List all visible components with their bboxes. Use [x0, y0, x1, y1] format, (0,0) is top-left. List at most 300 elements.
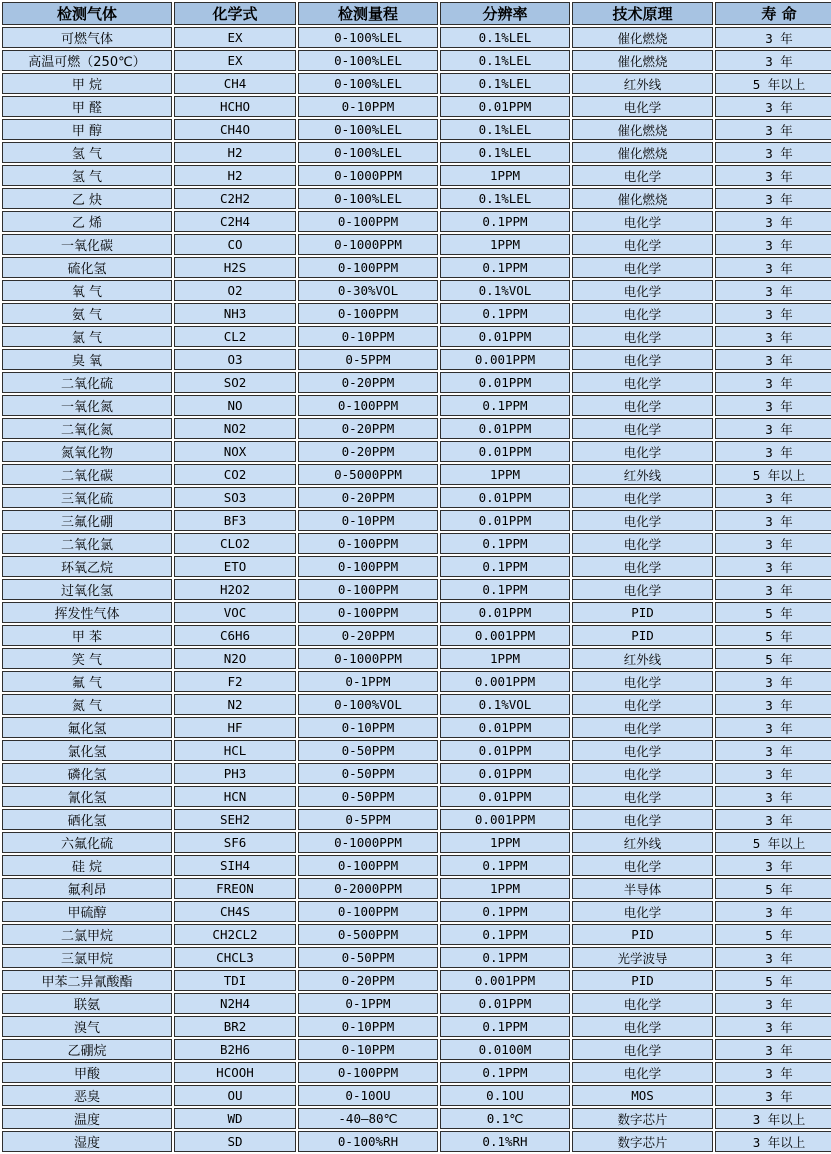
table-cell: 0-100PPM [298, 395, 438, 416]
table-cell: 3 年 [715, 556, 831, 577]
table-row [2, 648, 831, 669]
gas-name-cell: 三氟化硼 [2, 510, 172, 531]
table-cell: 5 年以上 [715, 464, 831, 485]
table-row [2, 96, 831, 117]
table-cell: 0.01PPM [440, 602, 570, 623]
gas-name-cell: 臭 氧 [2, 349, 172, 370]
table-cell: 数字芯片 [572, 1108, 713, 1129]
table-cell: HCOOH [174, 1062, 296, 1083]
table-cell: 3 年 [715, 671, 831, 692]
table-cell: 0.01PPM [440, 418, 570, 439]
table-cell: 电化学 [572, 510, 713, 531]
table-cell: C2H2 [174, 188, 296, 209]
table-cell: CH4S [174, 901, 296, 922]
table-cell: 0.01PPM [440, 763, 570, 784]
column-header-4: 分辨率 [440, 2, 570, 25]
gas-name-cell: 一氧化氮 [2, 395, 172, 416]
column-header-5: 技术原理 [572, 2, 713, 25]
table-row [2, 970, 831, 991]
table-row [2, 855, 831, 876]
table-row [2, 1085, 831, 1106]
table-cell: 0-20PPM [298, 970, 438, 991]
table-cell: 3 年 [715, 510, 831, 531]
table-cell: 催化燃烧 [572, 188, 713, 209]
table-cell: HCN [174, 786, 296, 807]
table-cell: 0.1PPM [440, 901, 570, 922]
table-cell: PID [572, 602, 713, 623]
table-cell: 3 年 [715, 1062, 831, 1083]
table-cell: 0.1PPM [440, 556, 570, 577]
table-cell: 3 年 [715, 280, 831, 301]
gas-name-cell: 氮 气 [2, 694, 172, 715]
table-cell: 0.1%LEL [440, 27, 570, 48]
table-cell: HCHO [174, 96, 296, 117]
table-cell: 电化学 [572, 763, 713, 784]
table-row [2, 924, 831, 945]
table-cell: 0-50PPM [298, 740, 438, 761]
table-cell: 0.01PPM [440, 96, 570, 117]
table-cell: 5 年 [715, 970, 831, 991]
table-cell: 0-1PPM [298, 993, 438, 1014]
table-row [2, 1016, 831, 1037]
table-cell: -40—80℃ [298, 1108, 438, 1129]
table-cell: 3 年以上 [715, 1131, 831, 1152]
table-cell: 0-1000PPM [298, 165, 438, 186]
table-cell: 0-1000PPM [298, 832, 438, 853]
table-cell: 0.01PPM [440, 993, 570, 1014]
table-cell: CO2 [174, 464, 296, 485]
table-cell: 催化燃烧 [572, 142, 713, 163]
table-cell: NO [174, 395, 296, 416]
table-row [2, 349, 831, 370]
gas-name-cell: 六氟化硫 [2, 832, 172, 853]
gas-name-cell: 甲苯二异氰酸酯 [2, 970, 172, 991]
table-cell: 电化学 [572, 855, 713, 876]
table-cell: CH4O [174, 119, 296, 140]
gas-name-cell: 甲 苯 [2, 625, 172, 646]
table-cell: PID [572, 625, 713, 646]
table-cell: 0-100PPM [298, 533, 438, 554]
table-cell: 0.1%LEL [440, 119, 570, 140]
table-cell: H2O2 [174, 579, 296, 600]
table-cell: 0.1OU [440, 1085, 570, 1106]
table-cell: 半导体 [572, 878, 713, 899]
table-cell: 0-10PPM [298, 717, 438, 738]
table-cell: 电化学 [572, 234, 713, 255]
column-header-6: 寿 命 [715, 2, 831, 25]
table-cell: 0-100PPM [298, 211, 438, 232]
table-cell: 3 年 [715, 326, 831, 347]
table-row [2, 510, 831, 531]
table-cell: 0.1PPM [440, 1016, 570, 1037]
table-cell: 0-20PPM [298, 487, 438, 508]
gas-name-cell: 环氧乙烷 [2, 556, 172, 577]
table-cell: B2H6 [174, 1039, 296, 1060]
table-cell: 电化学 [572, 165, 713, 186]
table-cell: C2H4 [174, 211, 296, 232]
gas-name-cell: 温度 [2, 1108, 172, 1129]
table-cell: 0.1PPM [440, 924, 570, 945]
table-cell: TDI [174, 970, 296, 991]
table-cell: 5 年 [715, 602, 831, 623]
table-cell: 0-100PPM [298, 855, 438, 876]
table-row [2, 234, 831, 255]
table-cell: 1PPM [440, 832, 570, 853]
table-cell: 0-30%VOL [298, 280, 438, 301]
table-cell: 电化学 [572, 533, 713, 554]
table-cell: 0-10PPM [298, 96, 438, 117]
table-cell: 0.1PPM [440, 257, 570, 278]
header-row [2, 2, 831, 25]
table-cell: 电化学 [572, 671, 713, 692]
table-row [2, 694, 831, 715]
table-row [2, 326, 831, 347]
gas-name-cell: 过氧化氢 [2, 579, 172, 600]
gas-name-cell: 甲 醇 [2, 119, 172, 140]
gas-name-cell: 甲硫醇 [2, 901, 172, 922]
table-cell: 光学波导 [572, 947, 713, 968]
table-cell: 电化学 [572, 993, 713, 1014]
table-cell: 0-100PPM [298, 901, 438, 922]
column-header-2: 化学式 [174, 2, 296, 25]
gas-name-cell: 笑 气 [2, 648, 172, 669]
table-row [2, 211, 831, 232]
table-cell: 数字芯片 [572, 1131, 713, 1152]
table-row [2, 464, 831, 485]
table-cell: 0.1PPM [440, 303, 570, 324]
table-cell: 3 年 [715, 809, 831, 830]
gas-name-cell: 磷化氢 [2, 763, 172, 784]
table-cell: 催化燃烧 [572, 119, 713, 140]
table-cell: SEH2 [174, 809, 296, 830]
table-cell: 0.1%VOL [440, 694, 570, 715]
table-cell: 5 年以上 [715, 73, 831, 94]
table-cell: 0.1℃ [440, 1108, 570, 1129]
table-body [2, 27, 831, 1152]
table-row [2, 1039, 831, 1060]
table-row [2, 280, 831, 301]
table-cell: 5 年 [715, 625, 831, 646]
table-cell: 0.01PPM [440, 786, 570, 807]
table-cell: 0-10OU [298, 1085, 438, 1106]
table-row [2, 165, 831, 186]
gas-name-cell: 甲 醛 [2, 96, 172, 117]
table-row [2, 1108, 831, 1129]
table-cell: VOC [174, 602, 296, 623]
gas-name-cell: 可燃气体 [2, 27, 172, 48]
table-cell: 0.001PPM [440, 970, 570, 991]
gas-name-cell: 乙 烯 [2, 211, 172, 232]
table-row [2, 878, 831, 899]
table-cell: 0-5000PPM [298, 464, 438, 485]
gas-name-cell: 二氧化碳 [2, 464, 172, 485]
table-cell: 3 年 [715, 533, 831, 554]
table-cell: 电化学 [572, 349, 713, 370]
table-cell: 3 年 [715, 855, 831, 876]
table-row [2, 188, 831, 209]
table-row [2, 579, 831, 600]
table-row [2, 901, 831, 922]
table-cell: 0-20PPM [298, 625, 438, 646]
table-row [2, 602, 831, 623]
table-cell: 3 年 [715, 165, 831, 186]
table-cell: 电化学 [572, 1062, 713, 1083]
gas-name-cell: 二氯甲烷 [2, 924, 172, 945]
table-cell: PID [572, 970, 713, 991]
table-cell: 3 年 [715, 717, 831, 738]
table-row [2, 809, 831, 830]
table-cell: 电化学 [572, 809, 713, 830]
table-cell: 0.1PPM [440, 533, 570, 554]
table-cell: 0-100%LEL [298, 50, 438, 71]
table-cell: 0-100%VOL [298, 694, 438, 715]
table-cell: CL2 [174, 326, 296, 347]
table-cell: 0-100%LEL [298, 27, 438, 48]
table-cell: 5 年以上 [715, 832, 831, 853]
table-row [2, 418, 831, 439]
gas-name-cell: 氢 气 [2, 142, 172, 163]
table-cell: CH4 [174, 73, 296, 94]
table-cell: 3 年 [715, 372, 831, 393]
table-cell: 电化学 [572, 694, 713, 715]
table-row [2, 763, 831, 784]
table-cell: NH3 [174, 303, 296, 324]
table-cell: C6H6 [174, 625, 296, 646]
table-cell: 0.1%RH [440, 1131, 570, 1152]
table-cell: 5 年 [715, 878, 831, 899]
table-row [2, 142, 831, 163]
gas-name-cell: 氨 气 [2, 303, 172, 324]
table-cell: 0-10PPM [298, 1039, 438, 1060]
table-cell: 0-10PPM [298, 510, 438, 531]
table-cell: 0-1000PPM [298, 648, 438, 669]
table-row [2, 556, 831, 577]
table-cell: 0.01PPM [440, 441, 570, 462]
table-cell: NOX [174, 441, 296, 462]
table-cell: 0-10PPM [298, 326, 438, 347]
table-cell: BF3 [174, 510, 296, 531]
table-row [2, 832, 831, 853]
gas-name-cell: 挥发性气体 [2, 602, 172, 623]
gas-name-cell: 联氨 [2, 993, 172, 1014]
table-cell: 0-1PPM [298, 671, 438, 692]
table-cell: 3 年 [715, 947, 831, 968]
table-cell: 电化学 [572, 579, 713, 600]
table-cell: PH3 [174, 763, 296, 784]
table-cell: 红外线 [572, 832, 713, 853]
table-row [2, 50, 831, 71]
table-cell: 3 年 [715, 1085, 831, 1106]
table-row [2, 625, 831, 646]
table-row [2, 303, 831, 324]
table-cell: 电化学 [572, 901, 713, 922]
table-cell: 0-100%RH [298, 1131, 438, 1152]
table-cell: 电化学 [572, 1016, 713, 1037]
table-cell: 0-2000PPM [298, 878, 438, 899]
table-row [2, 73, 831, 94]
table-cell: 3 年 [715, 418, 831, 439]
table-cell: 1PPM [440, 648, 570, 669]
table-cell: 0-100%LEL [298, 119, 438, 140]
gas-name-cell: 二氧化硫 [2, 372, 172, 393]
table-cell: 3 年 [715, 96, 831, 117]
table-cell: HCL [174, 740, 296, 761]
table-cell: CLO2 [174, 533, 296, 554]
table-cell: 0.1%LEL [440, 142, 570, 163]
table-cell: CO [174, 234, 296, 255]
table-cell: 3 年以上 [715, 1108, 831, 1129]
table-cell: 0.001PPM [440, 809, 570, 830]
table-cell: H2 [174, 165, 296, 186]
table-cell: 0-20PPM [298, 418, 438, 439]
gas-name-cell: 三氧化硫 [2, 487, 172, 508]
table-cell: 电化学 [572, 556, 713, 577]
table-cell: 0-100PPM [298, 1062, 438, 1083]
table-cell: N2O [174, 648, 296, 669]
table-cell: 催化燃烧 [572, 50, 713, 71]
gas-name-cell: 甲 烷 [2, 73, 172, 94]
table-cell: 0.01PPM [440, 487, 570, 508]
gas-name-cell: 氧 气 [2, 280, 172, 301]
table-cell: 3 年 [715, 763, 831, 784]
gas-name-cell: 氟 气 [2, 671, 172, 692]
gas-name-cell: 硅 烷 [2, 855, 172, 876]
table-cell: SIH4 [174, 855, 296, 876]
table-cell: 3 年 [715, 142, 831, 163]
table-row [2, 257, 831, 278]
table-cell: 3 年 [715, 740, 831, 761]
table-cell: 3 年 [715, 1016, 831, 1037]
table-cell: 1PPM [440, 464, 570, 485]
table-cell: HF [174, 717, 296, 738]
table-cell: 0.1%LEL [440, 73, 570, 94]
table-cell: 3 年 [715, 993, 831, 1014]
table-cell: 3 年 [715, 50, 831, 71]
table-row [2, 119, 831, 140]
gas-name-cell: 二氧化氯 [2, 533, 172, 554]
table-cell: 0-5PPM [298, 809, 438, 830]
table-cell: 0.1PPM [440, 395, 570, 416]
table-cell: 3 年 [715, 257, 831, 278]
table-cell: 3 年 [715, 441, 831, 462]
table-row [2, 395, 831, 416]
table-cell: 0-10PPM [298, 1016, 438, 1037]
table-cell: 0.01PPM [440, 717, 570, 738]
table-cell: 0-100PPM [298, 303, 438, 324]
table-cell: 0.1%LEL [440, 50, 570, 71]
table-cell: N2 [174, 694, 296, 715]
table-cell: 0-100%LEL [298, 73, 438, 94]
table-cell: 电化学 [572, 418, 713, 439]
table-cell: 电化学 [572, 717, 713, 738]
table-cell: 电化学 [572, 372, 713, 393]
table-row [2, 487, 831, 508]
table-cell: 1PPM [440, 878, 570, 899]
table-cell: 3 年 [715, 487, 831, 508]
table-cell: 3 年 [715, 786, 831, 807]
table-cell: 0.1PPM [440, 855, 570, 876]
table-cell: 0-50PPM [298, 763, 438, 784]
table-cell: 0-50PPM [298, 947, 438, 968]
table-cell: SD [174, 1131, 296, 1152]
table-cell: WD [174, 1108, 296, 1129]
table-cell: 电化学 [572, 395, 713, 416]
table-cell: MOS [572, 1085, 713, 1106]
table-cell: 3 年 [715, 27, 831, 48]
table-cell: 0-100%LEL [298, 188, 438, 209]
gas-name-cell: 硒化氢 [2, 809, 172, 830]
table-cell: H2S [174, 257, 296, 278]
table-cell: 3 年 [715, 303, 831, 324]
gas-name-cell: 二氧化氮 [2, 418, 172, 439]
table-row [2, 372, 831, 393]
gas-name-cell: 氟化氢 [2, 717, 172, 738]
column-header-1: 检测气体 [2, 2, 172, 25]
table-cell: NO2 [174, 418, 296, 439]
table-cell: 电化学 [572, 487, 713, 508]
table-cell: 0.1%VOL [440, 280, 570, 301]
table-cell: EX [174, 50, 296, 71]
table-cell: 0-100PPM [298, 602, 438, 623]
gas-name-cell: 高温可燃（250℃） [2, 50, 172, 71]
table-cell: 0.1PPM [440, 579, 570, 600]
table-cell: 3 年 [715, 211, 831, 232]
table-cell: 3 年 [715, 234, 831, 255]
table-cell: 红外线 [572, 464, 713, 485]
table-row [2, 947, 831, 968]
table-cell: 0.0100M [440, 1039, 570, 1060]
table-cell: ETO [174, 556, 296, 577]
table-cell: 电化学 [572, 280, 713, 301]
table-cell: 红外线 [572, 648, 713, 669]
table-cell: 3 年 [715, 694, 831, 715]
table-cell: 电化学 [572, 257, 713, 278]
table-cell: 0.01PPM [440, 372, 570, 393]
table-cell: N2H4 [174, 993, 296, 1014]
gas-name-cell: 乙硼烷 [2, 1039, 172, 1060]
table-cell: F2 [174, 671, 296, 692]
table-cell: 0-20PPM [298, 372, 438, 393]
table-cell: OU [174, 1085, 296, 1106]
table-cell: 3 年 [715, 188, 831, 209]
table-row [2, 717, 831, 738]
table-cell: CH2CL2 [174, 924, 296, 945]
table-cell: 0-50PPM [298, 786, 438, 807]
table-cell: 0.1PPM [440, 211, 570, 232]
table-cell: H2 [174, 142, 296, 163]
table-cell: 0.001PPM [440, 625, 570, 646]
table-cell: 电化学 [572, 326, 713, 347]
gas-name-cell: 溴气 [2, 1016, 172, 1037]
table-cell: 电化学 [572, 211, 713, 232]
table-cell: 0.1PPM [440, 947, 570, 968]
gas-name-cell: 氯 气 [2, 326, 172, 347]
table-cell: 电化学 [572, 786, 713, 807]
table-row [2, 1062, 831, 1083]
table-cell: PID [572, 924, 713, 945]
table-row [2, 993, 831, 1014]
table-cell: CHCL3 [174, 947, 296, 968]
table-cell: SO2 [174, 372, 296, 393]
table-row [2, 533, 831, 554]
gas-name-cell: 氮氧化物 [2, 441, 172, 462]
table-cell: 电化学 [572, 740, 713, 761]
table-cell: 3 年 [715, 395, 831, 416]
gas-name-cell: 三氯甲烷 [2, 947, 172, 968]
table-cell: 3 年 [715, 901, 831, 922]
table-cell: 红外线 [572, 73, 713, 94]
table-cell: 3 年 [715, 349, 831, 370]
